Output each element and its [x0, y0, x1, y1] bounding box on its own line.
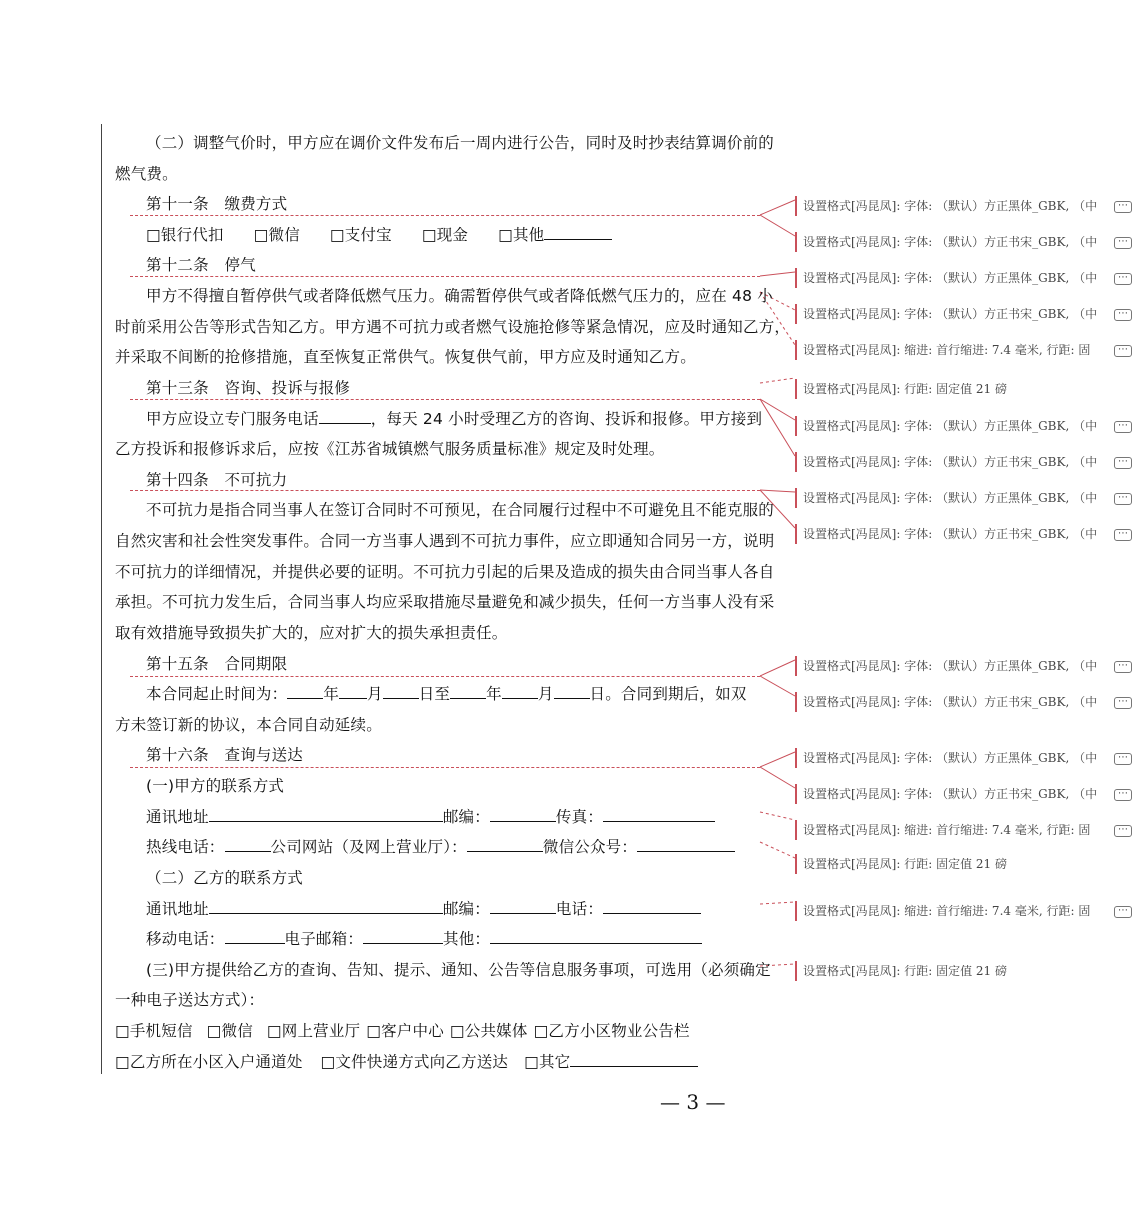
connector-line	[760, 378, 795, 383]
blank-field[interactable]	[319, 409, 371, 424]
article-heading: 第十五条 合同期限	[146, 655, 288, 673]
more-icon[interactable]: ⋯	[1114, 825, 1132, 837]
paragraph-line: 自然灾害和社会性突发事件。合同一方当事人遇到不可抗力事件，应立即通知合同另一方，说明	[115, 532, 775, 550]
blank-field[interactable]	[287, 684, 323, 699]
paragraph-line: 甲方不得擅自暂停供气或者降低燃气压力。确需暂停供气或者降低燃气压力的，应在 48 小	[146, 287, 773, 305]
more-icon[interactable]: ⋯	[1114, 789, 1132, 801]
paragraph-line: 燃气费。	[115, 165, 178, 183]
more-icon[interactable]: ⋯	[1114, 309, 1132, 321]
paragraph-line: 承担。不可抗力发生后，合同当事人均应采取措施尽量避免和减少损失，任何一方当事人没有采	[115, 593, 775, 611]
blank-field[interactable]	[554, 684, 590, 699]
paragraph-line: 一种电子送达方式）：	[115, 991, 265, 1009]
more-icon[interactable]: ⋯	[1114, 237, 1132, 249]
blank-field[interactable]	[209, 807, 443, 822]
option-checkbox[interactable]: □支付宝	[329, 226, 392, 244]
more-icon[interactable]: ⋯	[1114, 457, 1132, 469]
format-comment[interactable]: 设置格式[冯昆凤]: 字体: （默认）方正书宋_GBK, （中	[795, 524, 1135, 544]
option-checkbox[interactable]: □乙方小区物业公告栏	[533, 1022, 690, 1040]
paragraph-line: 乙方投诉和报修诉求后，应按《江苏省城镇燃气服务质量标准》规定及时处理。	[115, 440, 665, 458]
page-number: — 3 —	[660, 1090, 726, 1114]
paragraph-line: 并采取不间断的抢修措施，直至恢复正常供气。恢复供气前，甲方应及时通知乙方。	[115, 348, 696, 366]
blank-field[interactable]	[603, 899, 701, 914]
connector-line	[760, 767, 795, 788]
format-comment[interactable]: 设置格式[冯昆凤]: 字体: （默认）方正书宋_GBK, （中	[795, 784, 1135, 804]
blank-field[interactable]	[544, 225, 612, 240]
format-comment[interactable]: 设置格式[冯昆凤]: 行距: 固定值 21 磅	[795, 961, 1135, 981]
more-icon[interactable]: ⋯	[1114, 753, 1132, 765]
paragraph-line: 本合同起止时间为： 年 月 日至 年 月 日。合同到期后，如双	[146, 685, 747, 703]
format-comment[interactable]: 设置格式[冯昆凤]: 字体: （默认）方正黑体_GBK, （中	[795, 268, 1135, 288]
delivery-options	[115, 1021, 690, 1041]
format-comment[interactable]: 设置格式[冯昆凤]: 字体: （默认）方正书宋_GBK, （中	[795, 692, 1135, 712]
revision-underline	[130, 676, 760, 677]
paragraph-line: 方未签订新的协议，本合同自动延续。	[115, 716, 382, 734]
blank-field[interactable]	[502, 684, 538, 699]
option-checkbox[interactable]: □文件快递方式向乙方送达	[320, 1053, 509, 1071]
format-comment[interactable]: 设置格式[冯昆凤]: 字体: （默认）方正书宋_GBK, （中	[795, 452, 1135, 472]
more-icon[interactable]: ⋯	[1114, 529, 1132, 541]
option-checkbox[interactable]: □微信	[206, 1022, 253, 1040]
blank-field[interactable]	[570, 1052, 698, 1067]
blank-field[interactable]	[363, 929, 443, 944]
format-comment[interactable]: 设置格式[冯昆凤]: 缩进: 首行缩进: 7.4 毫米, 行距: 固	[795, 340, 1135, 360]
payment-options	[146, 225, 612, 245]
connector-line	[760, 660, 795, 676]
connector-line	[760, 200, 795, 215]
blank-field[interactable]	[637, 837, 735, 852]
connector-line	[760, 752, 795, 767]
option-checkbox[interactable]: □客户中心	[366, 1022, 444, 1040]
blank-field[interactable]	[383, 684, 419, 699]
format-comment[interactable]: 设置格式[冯昆凤]: 字体: （默认）方正书宋_GBK, （中	[795, 304, 1135, 324]
paragraph-line: 时前采用公告等形式告知乙方。甲方遇不可抗力或者燃气设施抢修等紧急情况，应及时通知乙方，	[115, 318, 791, 336]
paragraph-line: 甲方应设立专门服务电话 ，每天 24 小时受理乙方的咨询、投诉和报修。甲方接到	[146, 410, 763, 428]
revision-underline	[130, 767, 760, 768]
more-icon[interactable]: ⋯	[1114, 906, 1132, 918]
format-comment[interactable]: 设置格式[冯昆凤]: 缩进: 首行缩进: 7.4 毫米, 行距: 固	[795, 901, 1135, 921]
blank-field[interactable]	[339, 684, 367, 699]
paragraph-line: 不可抗力是指合同当事人在签订合同时不可预见，在合同履行过程中不可避免且不能克服的	[146, 501, 775, 519]
contact-line: 热线电话： 公司网站（及网上营业厅）： 微信公众号：	[146, 837, 735, 857]
paragraph-line: （二）调整气价时，甲方应在调价文件发布后一周内进行公告，同时及时抄表结算调价前的	[146, 134, 775, 152]
more-icon[interactable]: ⋯	[1114, 493, 1132, 505]
more-icon[interactable]: ⋯	[1114, 661, 1132, 673]
option-checkbox[interactable]: □其他	[498, 226, 545, 244]
connector-line	[760, 399, 795, 420]
article-heading: 第十四条 不可抗力	[146, 471, 288, 489]
paragraph-line: (一)甲方的联系方式	[146, 777, 285, 795]
connector-line	[760, 399, 795, 456]
more-icon[interactable]: ⋯	[1114, 201, 1132, 213]
format-comment[interactable]: 设置格式[冯昆凤]: 字体: （默认）方正黑体_GBK, （中	[795, 488, 1135, 508]
option-checkbox[interactable]: □其它	[524, 1053, 571, 1071]
revision-underline	[130, 399, 760, 400]
blank-field[interactable]	[225, 929, 285, 944]
revision-underline	[130, 215, 760, 216]
option-checkbox[interactable]: □网上营业厅	[266, 1022, 361, 1040]
option-checkbox[interactable]: □乙方所在小区入户通道处	[115, 1053, 303, 1071]
format-comment[interactable]: 设置格式[冯昆凤]: 字体: （默认）方正黑体_GBK, （中	[795, 416, 1135, 436]
blank-field[interactable]	[225, 837, 271, 852]
paragraph-line: 不可抗力的详细情况，并提供必要的证明。不可抗力引起的后果及造成的损失由合同当事人各自	[115, 563, 775, 581]
delivery-options	[115, 1052, 698, 1072]
more-icon[interactable]: ⋯	[1114, 273, 1132, 285]
connector-line	[760, 215, 795, 236]
connector-line	[760, 842, 795, 858]
option-checkbox[interactable]: □微信	[253, 226, 300, 244]
connector-line	[760, 676, 795, 696]
connector-line	[760, 272, 795, 276]
connector-line	[760, 490, 795, 492]
revision-underline	[130, 276, 760, 277]
option-checkbox[interactable]: □现金	[421, 226, 469, 244]
revision-underline	[130, 490, 760, 491]
blank-field[interactable]	[490, 899, 556, 914]
format-comment[interactable]: 设置格式[冯昆凤]: 字体: （默认）方正黑体_GBK, （中	[795, 748, 1135, 768]
article-heading: 第十一条 缴费方式	[146, 195, 288, 213]
option-checkbox[interactable]: □银行代扣	[146, 226, 224, 244]
more-icon[interactable]: ⋯	[1114, 697, 1132, 709]
paragraph-line: 取有效措施导致损失扩大的，应对扩大的损失承担责任。	[115, 624, 508, 642]
contact-line: 通讯地址 邮编： 电话：	[146, 899, 701, 919]
format-comment[interactable]: 设置格式[冯昆凤]: 字体: （默认）方正黑体_GBK, （中	[795, 196, 1135, 216]
option-checkbox[interactable]: □手机短信	[115, 1022, 193, 1040]
article-heading: 第十六条 查询与送达	[146, 746, 304, 764]
format-comment[interactable]: 设置格式[冯昆凤]: 字体: （默认）方正书宋_GBK, （中	[795, 232, 1135, 252]
option-checkbox[interactable]: □公共媒体	[449, 1022, 528, 1040]
article-heading: 第十三条 咨询、投诉与报修	[146, 379, 351, 397]
blank-field[interactable]	[467, 837, 543, 852]
format-comment[interactable]: 设置格式[冯昆凤]: 字体: （默认）方正黑体_GBK, （中	[795, 656, 1135, 676]
blank-field[interactable]	[490, 807, 556, 822]
article-heading: 第十二条 停气	[146, 256, 256, 274]
connector-line	[760, 812, 795, 820]
more-icon[interactable]: ⋯	[1114, 345, 1132, 357]
format-comment[interactable]: 设置格式[冯昆凤]: 缩进: 首行缩进: 7.4 毫米, 行距: 固	[795, 820, 1135, 840]
paragraph-line: (三)甲方提供给乙方的查询、告知、提示、通知、公告等信息服务事项，可选用（必须确定	[146, 961, 771, 979]
blank-field[interactable]	[490, 929, 702, 944]
paragraph-line: （二）乙方的联系方式	[146, 869, 304, 887]
blank-field[interactable]	[450, 684, 486, 699]
contact-line: 通讯地址 邮编： 传真：	[146, 807, 715, 827]
format-comment[interactable]: 设置格式[冯昆凤]: 行距: 固定值 21 磅	[795, 854, 1135, 874]
blank-field[interactable]	[209, 899, 443, 914]
contact-line: 移动电话： 电子邮箱： 其他：	[146, 929, 702, 949]
connector-line	[760, 902, 795, 904]
format-comment[interactable]: 设置格式[冯昆凤]: 行距: 固定值 21 磅	[795, 379, 1135, 399]
more-icon[interactable]: ⋯	[1114, 421, 1132, 433]
blank-field[interactable]	[603, 807, 715, 822]
